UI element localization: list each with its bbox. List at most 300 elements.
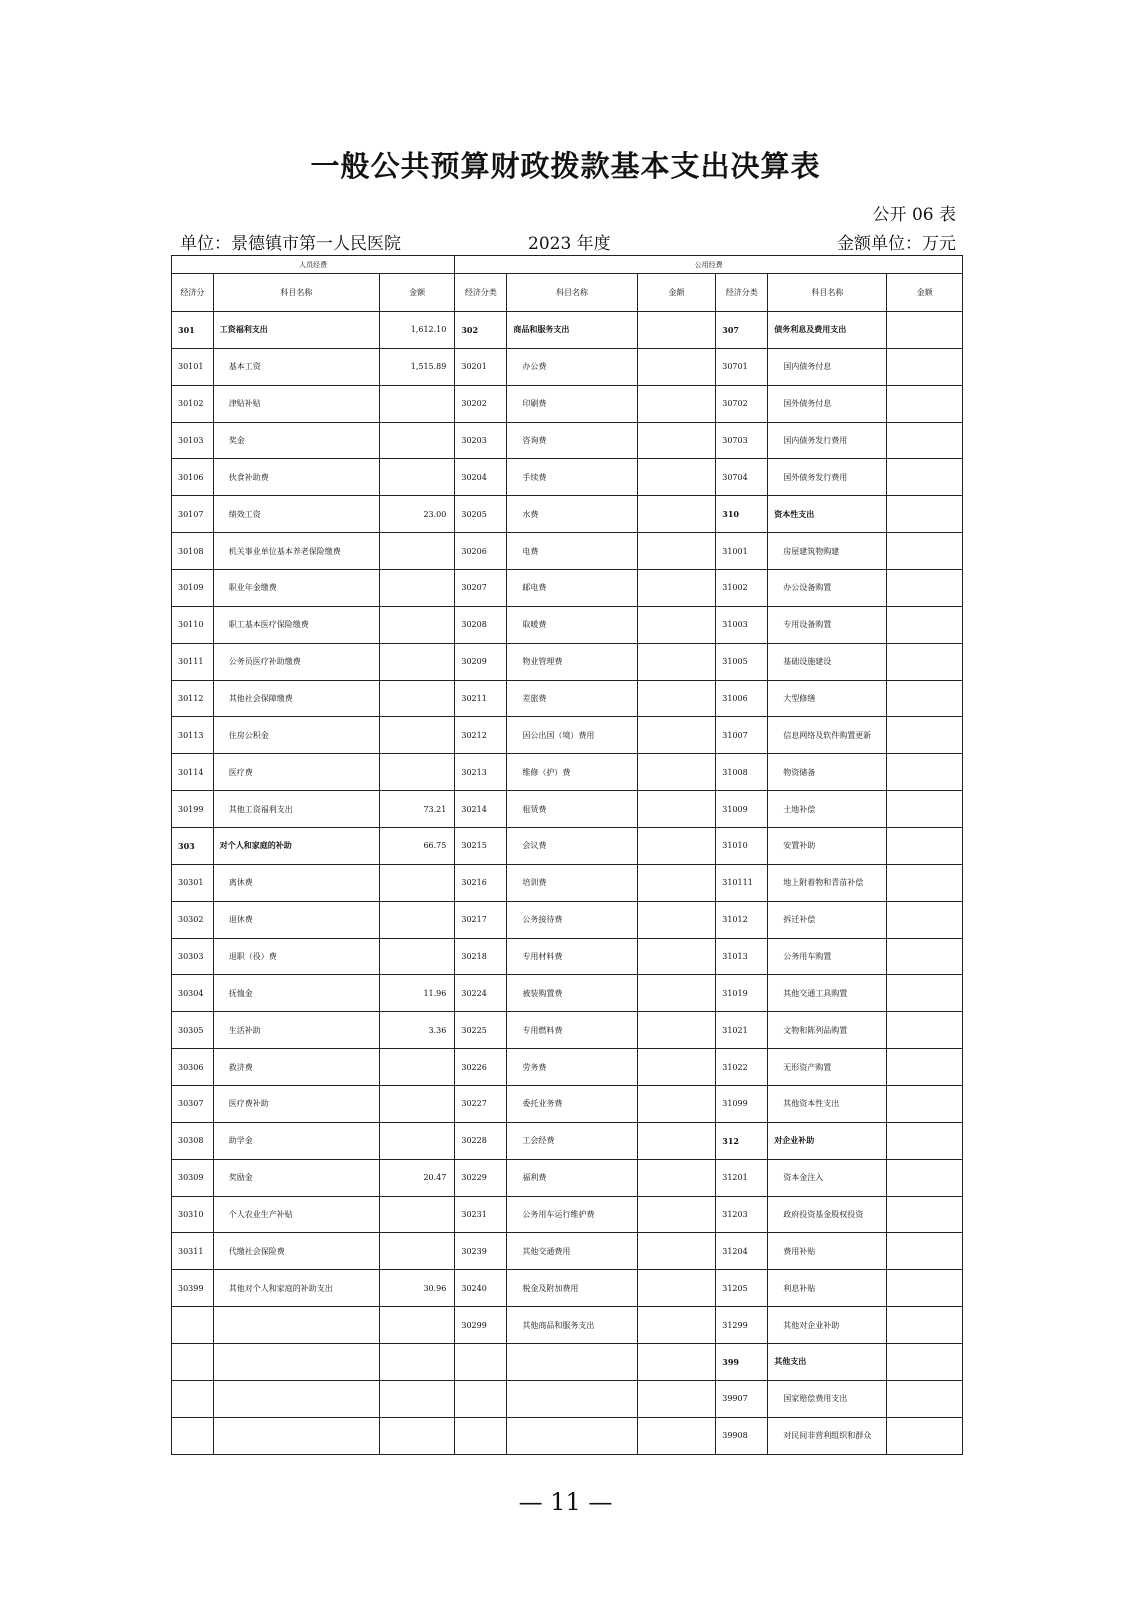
name-cell: 被装购置费 <box>507 975 637 1012</box>
col-name-header: 科目名称 <box>507 274 637 312</box>
amount-cell <box>887 828 963 865</box>
amount-cell: 66.75 <box>379 828 454 865</box>
code-cell: 312 <box>716 1122 768 1159</box>
col-code-header: 经济分 <box>172 274 214 312</box>
amount-cell <box>379 533 454 570</box>
amount-cell: 30.96 <box>379 1270 454 1307</box>
name-cell: 生活补助 <box>213 1012 379 1049</box>
code-cell: 30217 <box>455 901 507 938</box>
table-row <box>172 1380 963 1417</box>
amount-cell <box>379 570 454 607</box>
name-cell: 其他交通工具购置 <box>768 975 887 1012</box>
code-cell: 30309 <box>172 1159 214 1196</box>
col-name-header: 科目名称 <box>768 274 887 312</box>
amount-cell <box>637 754 715 791</box>
amount-cell <box>887 938 963 975</box>
name-cell: 基本工资 <box>213 348 379 385</box>
amount-cell <box>887 1233 963 1270</box>
name-cell: 资本性支出 <box>768 496 887 533</box>
col-name-header: 科目名称 <box>213 274 379 312</box>
name-cell: 房屋建筑物购建 <box>768 533 887 570</box>
code-cell: 30212 <box>455 717 507 754</box>
code-cell: 302 <box>455 312 507 349</box>
amount-cell <box>637 1196 715 1233</box>
amount-cell <box>379 754 454 791</box>
code-cell <box>172 1307 214 1344</box>
table-row <box>172 1122 963 1159</box>
amount-unit-label: 金额单位：万元 <box>837 234 956 254</box>
amount-cell <box>887 717 963 754</box>
name-cell: 商品和服务支出 <box>507 312 637 349</box>
amount-cell <box>637 938 715 975</box>
amount-cell <box>637 680 715 717</box>
code-cell: 30101 <box>172 348 214 385</box>
amount-cell <box>637 348 715 385</box>
amount-cell <box>379 717 454 754</box>
code-cell: 31006 <box>716 680 768 717</box>
name-cell: 拆迁补偿 <box>768 901 887 938</box>
code-cell: 30228 <box>455 1122 507 1159</box>
name-cell: 安置补助 <box>768 828 887 865</box>
code-cell: 30702 <box>716 385 768 422</box>
name-cell: 职业年金缴费 <box>213 570 379 607</box>
code-cell: 30114 <box>172 754 214 791</box>
code-cell: 30703 <box>716 422 768 459</box>
name-cell: 离休费 <box>213 864 379 901</box>
name-cell: 因公出国（境）费用 <box>507 717 637 754</box>
name-cell: 其他商品和服务支出 <box>507 1307 637 1344</box>
amount-cell <box>637 606 715 643</box>
name-cell: 国家赔偿费用支出 <box>768 1380 887 1417</box>
name-cell: 其他对企业补助 <box>768 1307 887 1344</box>
amount-cell <box>887 1159 963 1196</box>
name-cell: 公务接待费 <box>507 901 637 938</box>
table-row <box>172 643 963 680</box>
code-cell: 31009 <box>716 791 768 828</box>
table-row <box>172 1417 963 1454</box>
table-row <box>172 1049 963 1086</box>
code-cell: 31001 <box>716 533 768 570</box>
amount-cell <box>637 717 715 754</box>
amount-cell <box>379 1196 454 1233</box>
code-cell: 30110 <box>172 606 214 643</box>
name-cell: 抚恤金 <box>213 975 379 1012</box>
code-cell: 30213 <box>455 754 507 791</box>
column-header-row <box>172 274 963 312</box>
unit-label: 单位：景德镇市第一人民医院 <box>180 234 401 254</box>
name-cell: 手续费 <box>507 459 637 496</box>
name-cell: 福利费 <box>507 1159 637 1196</box>
code-cell: 30704 <box>716 459 768 496</box>
code-cell: 30701 <box>716 348 768 385</box>
name-cell: 委托业务费 <box>507 1086 637 1123</box>
code-cell: 30239 <box>455 1233 507 1270</box>
amount-cell <box>637 643 715 680</box>
code-cell <box>172 1344 214 1381</box>
table-row <box>172 680 963 717</box>
group-public-header: 公用经费 <box>455 256 963 274</box>
amount-cell <box>637 1307 715 1344</box>
amount-cell <box>637 312 715 349</box>
table-row <box>172 496 963 533</box>
code-cell: 30199 <box>172 791 214 828</box>
amount-cell <box>887 1086 963 1123</box>
name-cell: 公务员医疗补助缴费 <box>213 643 379 680</box>
code-cell <box>455 1344 507 1381</box>
amount-cell: 1,515.89 <box>379 348 454 385</box>
name-cell: 个人农业生产补贴 <box>213 1196 379 1233</box>
name-cell: 退休费 <box>213 901 379 938</box>
name-cell: 工资福利支出 <box>213 312 379 349</box>
name-cell: 办公设备购置 <box>768 570 887 607</box>
code-cell: 31008 <box>716 754 768 791</box>
amount-cell: 3.36 <box>379 1012 454 1049</box>
amount-cell <box>379 606 454 643</box>
code-cell: 30310 <box>172 1196 214 1233</box>
amount-cell <box>887 754 963 791</box>
table-row <box>172 570 963 607</box>
amount-cell <box>637 864 715 901</box>
code-cell: 31019 <box>716 975 768 1012</box>
table-row <box>172 1270 963 1307</box>
amount-cell <box>379 1344 454 1381</box>
code-cell: 31003 <box>716 606 768 643</box>
code-cell: 30299 <box>455 1307 507 1344</box>
group-personnel-header: 人员经费 <box>172 256 455 274</box>
code-cell: 30203 <box>455 422 507 459</box>
name-cell: 取暖费 <box>507 606 637 643</box>
amount-cell <box>379 1380 454 1417</box>
code-cell: 30208 <box>455 606 507 643</box>
name-cell: 政府投资基金股权投资 <box>768 1196 887 1233</box>
code-cell <box>455 1417 507 1454</box>
code-cell: 31099 <box>716 1086 768 1123</box>
amount-cell <box>637 1086 715 1123</box>
code-cell: 31201 <box>716 1159 768 1196</box>
code-cell: 30399 <box>172 1270 214 1307</box>
name-cell: 办公费 <box>507 348 637 385</box>
code-cell: 30215 <box>455 828 507 865</box>
table-row <box>172 717 963 754</box>
code-cell: 310 <box>716 496 768 533</box>
amount-cell <box>887 533 963 570</box>
name-cell: 机关事业单位基本养老保险缴费 <box>213 533 379 570</box>
amount-cell <box>887 1344 963 1381</box>
name-cell: 对企业补助 <box>768 1122 887 1159</box>
name-cell: 基础设施建设 <box>768 643 887 680</box>
amount-cell <box>637 1417 715 1454</box>
amount-cell <box>637 496 715 533</box>
code-cell: 31002 <box>716 570 768 607</box>
code-cell: 30311 <box>172 1233 214 1270</box>
amount-cell <box>887 1196 963 1233</box>
year-label: 2023 年度 <box>528 234 611 254</box>
table-row <box>172 606 963 643</box>
amount-cell <box>887 864 963 901</box>
name-cell: 地上附着物和青苗补偿 <box>768 864 887 901</box>
col-amount-header: 金额 <box>379 274 454 312</box>
name-cell: 利息补贴 <box>768 1270 887 1307</box>
name-cell: 其他工资福利支出 <box>213 791 379 828</box>
name-cell: 大型修缮 <box>768 680 887 717</box>
name-cell: 土地补偿 <box>768 791 887 828</box>
name-cell: 费用补贴 <box>768 1233 887 1270</box>
code-cell <box>455 1380 507 1417</box>
table-row <box>172 533 963 570</box>
name-cell <box>507 1380 637 1417</box>
amount-cell <box>887 496 963 533</box>
code-cell: 31204 <box>716 1233 768 1270</box>
amount-cell <box>637 901 715 938</box>
table-body <box>172 312 963 1455</box>
name-cell: 物业管理费 <box>507 643 637 680</box>
name-cell: 对民间非营利组织和群众 <box>768 1417 887 1454</box>
table-row <box>172 828 963 865</box>
amount-cell <box>637 1233 715 1270</box>
code-cell: 30218 <box>455 938 507 975</box>
name-cell: 奖金 <box>213 422 379 459</box>
amount-cell <box>637 791 715 828</box>
amount-cell <box>887 422 963 459</box>
code-cell: 30225 <box>455 1012 507 1049</box>
table-row <box>172 1307 963 1344</box>
amount-cell: 23.00 <box>379 496 454 533</box>
code-cell: 30201 <box>455 348 507 385</box>
table-row <box>172 1196 963 1233</box>
amount-cell <box>887 1270 963 1307</box>
code-cell: 30211 <box>455 680 507 717</box>
name-cell: 公务用车运行维护费 <box>507 1196 637 1233</box>
amount-cell <box>379 643 454 680</box>
amount-cell <box>379 901 454 938</box>
amount-cell <box>637 828 715 865</box>
name-cell: 电费 <box>507 533 637 570</box>
page-title: 一般公共预算财政拨款基本支出决算表 <box>310 149 821 183</box>
col-code-header: 经济分类 <box>455 274 507 312</box>
name-cell: 培训费 <box>507 864 637 901</box>
code-cell: 30106 <box>172 459 214 496</box>
name-cell: 无形资产购置 <box>768 1049 887 1086</box>
amount-cell: 20.47 <box>379 1159 454 1196</box>
name-cell: 津贴补贴 <box>213 385 379 422</box>
code-cell: 31299 <box>716 1307 768 1344</box>
code-cell: 30224 <box>455 975 507 1012</box>
name-cell: 对个人和家庭的补助 <box>213 828 379 865</box>
code-cell: 30306 <box>172 1049 214 1086</box>
amount-cell <box>887 791 963 828</box>
code-cell: 39908 <box>716 1417 768 1454</box>
amount-cell <box>887 1417 963 1454</box>
code-cell: 30207 <box>455 570 507 607</box>
code-cell: 31007 <box>716 717 768 754</box>
table-row <box>172 975 963 1012</box>
amount-cell <box>379 680 454 717</box>
name-cell: 国内债务付息 <box>768 348 887 385</box>
code-cell: 30308 <box>172 1122 214 1159</box>
name-cell: 其他社会保障缴费 <box>213 680 379 717</box>
amount-cell <box>887 1012 963 1049</box>
col-code-header: 经济分类 <box>716 274 768 312</box>
code-cell: 31205 <box>716 1270 768 1307</box>
code-cell: 30301 <box>172 864 214 901</box>
code-cell: 30111 <box>172 643 214 680</box>
code-cell: 30214 <box>455 791 507 828</box>
name-cell: 专用材料费 <box>507 938 637 975</box>
name-cell: 住房公积金 <box>213 717 379 754</box>
amount-cell <box>637 1344 715 1381</box>
name-cell: 印刷费 <box>507 385 637 422</box>
name-cell <box>507 1417 637 1454</box>
amount-cell <box>637 1159 715 1196</box>
name-cell <box>213 1380 379 1417</box>
name-cell: 助学金 <box>213 1122 379 1159</box>
code-cell: 31010 <box>716 828 768 865</box>
amount-cell <box>637 459 715 496</box>
name-cell: 其他资本性支出 <box>768 1086 887 1123</box>
name-cell: 邮电费 <box>507 570 637 607</box>
amount-cell <box>637 1049 715 1086</box>
table-row <box>172 348 963 385</box>
table-row <box>172 791 963 828</box>
name-cell: 信息网络及软件购置更新 <box>768 717 887 754</box>
name-cell <box>213 1307 379 1344</box>
amount-cell <box>887 385 963 422</box>
code-cell: 30103 <box>172 422 214 459</box>
amount-cell <box>379 1233 454 1270</box>
amount-cell <box>637 570 715 607</box>
code-cell: 30307 <box>172 1086 214 1123</box>
code-cell: 30231 <box>455 1196 507 1233</box>
amount-cell <box>887 680 963 717</box>
code-cell: 30304 <box>172 975 214 1012</box>
table-row <box>172 864 963 901</box>
amount-cell <box>637 385 715 422</box>
amount-cell <box>887 1307 963 1344</box>
code-cell: 30107 <box>172 496 214 533</box>
amount-cell <box>379 864 454 901</box>
code-cell: 30112 <box>172 680 214 717</box>
amount-cell <box>637 1380 715 1417</box>
code-cell: 30202 <box>455 385 507 422</box>
code-cell <box>172 1380 214 1417</box>
amount-cell <box>887 570 963 607</box>
name-cell: 国外债务付息 <box>768 385 887 422</box>
amount-cell <box>887 606 963 643</box>
name-cell: 维修（护）费 <box>507 754 637 791</box>
amount-cell <box>887 1380 963 1417</box>
name-cell <box>213 1344 379 1381</box>
table-row <box>172 422 963 459</box>
table-row <box>172 938 963 975</box>
code-cell: 30305 <box>172 1012 214 1049</box>
amount-cell: 73.21 <box>379 791 454 828</box>
amount-cell <box>379 459 454 496</box>
name-cell: 医疗费 <box>213 754 379 791</box>
amount-cell <box>887 1122 963 1159</box>
code-cell: 30113 <box>172 717 214 754</box>
name-cell: 救济费 <box>213 1049 379 1086</box>
code-cell: 31005 <box>716 643 768 680</box>
name-cell: 税金及附加费用 <box>507 1270 637 1307</box>
table-row <box>172 385 963 422</box>
amount-cell <box>637 1122 715 1159</box>
code-cell: 30206 <box>455 533 507 570</box>
code-cell: 30109 <box>172 570 214 607</box>
amount-cell <box>887 312 963 349</box>
amount-cell <box>887 643 963 680</box>
name-cell: 退职（役）费 <box>213 938 379 975</box>
amount-cell <box>887 459 963 496</box>
code-cell: 31203 <box>716 1196 768 1233</box>
table-row <box>172 312 963 349</box>
code-cell: 303 <box>172 828 214 865</box>
amount-cell <box>379 1086 454 1123</box>
name-cell: 绩效工资 <box>213 496 379 533</box>
code-cell: 30216 <box>455 864 507 901</box>
amount-cell <box>379 422 454 459</box>
table-row <box>172 459 963 496</box>
amount-cell: 1,612.10 <box>379 312 454 349</box>
code-cell: 30205 <box>455 496 507 533</box>
name-cell: 资本金注入 <box>768 1159 887 1196</box>
code-cell: 30302 <box>172 901 214 938</box>
name-cell: 专用设备购置 <box>768 606 887 643</box>
name-cell <box>507 1344 637 1381</box>
name-cell: 职工基本医疗保险缴费 <box>213 606 379 643</box>
code-cell: 30108 <box>172 533 214 570</box>
amount-cell <box>379 1122 454 1159</box>
page-number: — 11 — <box>518 1488 613 1516</box>
amount-cell <box>379 385 454 422</box>
name-cell: 奖励金 <box>213 1159 379 1196</box>
expenditure-table <box>171 255 963 1455</box>
name-cell: 劳务费 <box>507 1049 637 1086</box>
amount-cell <box>637 533 715 570</box>
code-cell: 31021 <box>716 1012 768 1049</box>
code-cell: 30226 <box>455 1049 507 1086</box>
code-cell: 30102 <box>172 385 214 422</box>
code-cell: 31013 <box>716 938 768 975</box>
code-cell: 30240 <box>455 1270 507 1307</box>
amount-cell <box>887 1049 963 1086</box>
name-cell: 医疗费补助 <box>213 1086 379 1123</box>
amount-cell <box>637 975 715 1012</box>
amount-cell <box>379 1307 454 1344</box>
table-row <box>172 901 963 938</box>
amount-cell <box>637 1012 715 1049</box>
name-cell: 其他交通费用 <box>507 1233 637 1270</box>
name-cell: 文物和陈列品购置 <box>768 1012 887 1049</box>
code-cell <box>172 1417 214 1454</box>
name-cell: 咨询费 <box>507 422 637 459</box>
amount-cell: 11.96 <box>379 975 454 1012</box>
name-cell: 债务利息及费用支出 <box>768 312 887 349</box>
table-row <box>172 754 963 791</box>
table-row <box>172 1344 963 1381</box>
name-cell: 其他支出 <box>768 1344 887 1381</box>
group-header-row <box>172 256 963 274</box>
code-cell: 301 <box>172 312 214 349</box>
name-cell: 伙食补助费 <box>213 459 379 496</box>
code-cell: 307 <box>716 312 768 349</box>
code-cell: 31022 <box>716 1049 768 1086</box>
name-cell: 专用燃料费 <box>507 1012 637 1049</box>
name-cell: 租赁费 <box>507 791 637 828</box>
amount-cell <box>379 1417 454 1454</box>
table-row <box>172 1233 963 1270</box>
name-cell: 物资储备 <box>768 754 887 791</box>
col-amount-header: 金额 <box>887 274 963 312</box>
